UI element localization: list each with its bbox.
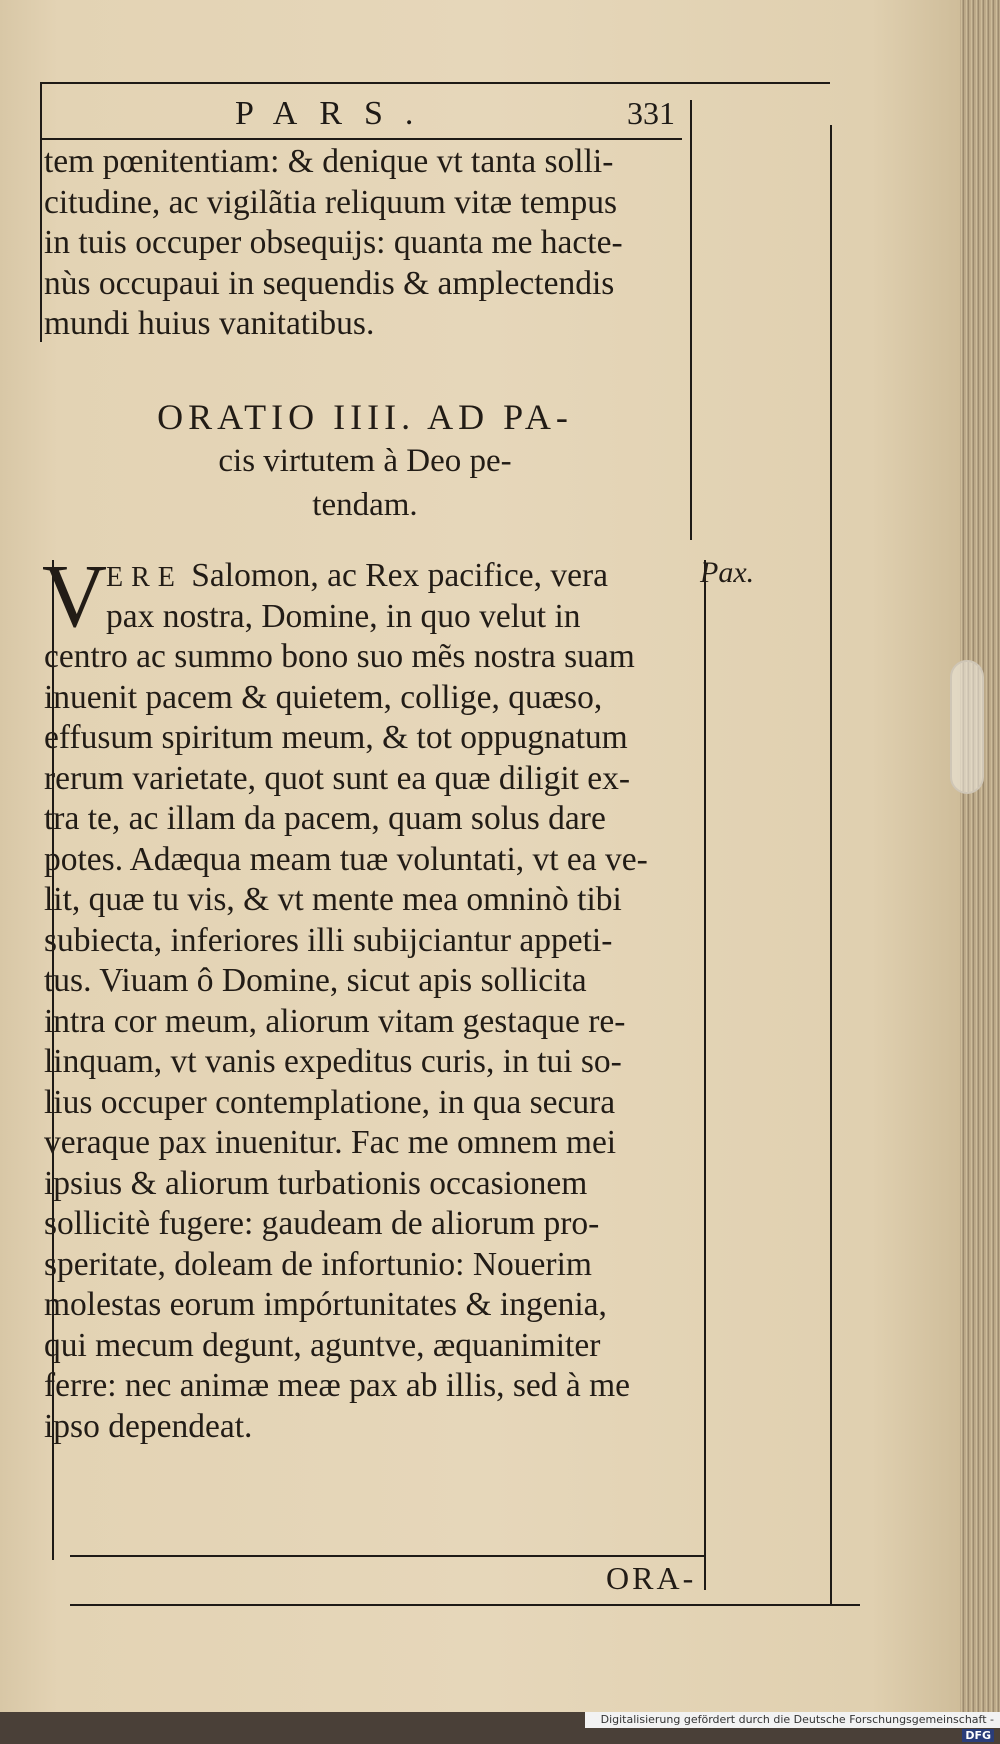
text-line: tra te, ac illam da pacem, quam solus dare <box>44 800 606 837</box>
section-heading <box>55 395 675 527</box>
bookmark-clip <box>950 660 984 794</box>
text-line: ipso dependeat. <box>44 1407 253 1445</box>
outer-right-rule <box>830 125 832 1605</box>
footer-text: Digitalisierung gefördert durch die Deutsche Forschungsgemeinschaft - <box>600 1713 994 1726</box>
text-line: tus. Viuam ô Domine, sicut apis sollicita <box>44 962 587 999</box>
text-line: qui mecum degunt, aguntve, æquanimiter <box>44 1326 601 1364</box>
margin-note: Pax. <box>700 556 755 589</box>
bottom-rule-1 <box>70 1555 705 1557</box>
text-line-first <box>44 556 704 597</box>
text-line: lit, quæ tu vis, & vt mente mea omninò tibi <box>44 881 622 918</box>
text-line: sollicitè fugere: gaudeam de aliorum pro- <box>44 1205 600 1242</box>
top-paragraph <box>44 142 684 345</box>
running-head <box>45 95 675 135</box>
catchword: ORA- <box>606 1560 697 1596</box>
text-line: intra cor meum, aliorum vitam gestaque re- <box>44 1002 626 1040</box>
head-rule <box>42 138 682 140</box>
heading-line-2: cis virtutem à Deo pe- <box>218 443 512 479</box>
text-line: linquam, vt vanis expeditus curis, in tui so- <box>44 1043 622 1080</box>
drop-initial: V <box>42 547 107 646</box>
text-line: speritate, doleam de infortunio: Nouerim <box>44 1245 592 1283</box>
text-line: inuenit pacem & quietem, collige, quæso, <box>44 678 603 716</box>
text-line: ferre: nec animæ meæ pax ab illis, sed à me <box>44 1367 631 1404</box>
text-line: pax nostra, Domine, in quo velut in <box>106 597 581 635</box>
text-line-rest: Salomon, ac Rex pacifice, vera <box>182 557 608 594</box>
first-word-caps: ERE <box>106 562 183 593</box>
text-line: nùs occupaui in sequendis & amplectendis <box>44 264 615 302</box>
page-number: 331 <box>627 95 675 131</box>
text-line: citudine, ac vigilãtia reliquum vitæ tempus <box>44 183 618 221</box>
text-line: ipsius & aliorum turbationis occasionem <box>44 1164 588 1202</box>
digitization-footer <box>585 1712 1000 1742</box>
text-line: veraque pax inuenitur. Fac me omnem mei <box>44 1124 617 1161</box>
text-line: lius occuper contemplatione, in qua secura <box>44 1083 616 1121</box>
page-edge-stack <box>960 0 1000 1712</box>
left-rule <box>40 82 42 342</box>
text-line: subiecta, inferiores illi subijciantur appeti- <box>44 921 613 959</box>
bottom-rule-2 <box>70 1604 860 1606</box>
text-line: potes. Adæqua meam tuæ voluntati, vt ea ve- <box>44 840 648 878</box>
text-line: rerum varietate, quot sunt ea quæ diligit ex- <box>44 759 631 797</box>
text-line: molestas eorum impórtunitates & ingenia, <box>44 1286 607 1323</box>
heading-line-3: tendam. <box>312 487 418 523</box>
text-line: tem pœnitentiam: & denique vt tanta solli- <box>44 143 614 180</box>
right-rule-lower <box>704 560 706 1590</box>
running-head-title: PARS. <box>235 95 436 132</box>
top-rule <box>40 82 830 84</box>
text-line: centro ac summo bono suo mẽs nostra suam <box>44 638 635 675</box>
dfg-logo: DFG <box>962 1729 994 1742</box>
text-line: effusum spiritum meum, & tot oppugnatum <box>44 719 628 756</box>
heading-line-1: ORATIO IIII. AD PA- <box>157 397 573 437</box>
prayer-text <box>42 547 704 1447</box>
text-line: mundi huius vanitatibus. <box>44 305 375 342</box>
text-line: in tuis occuper obsequijs: quanta me hacte- <box>44 224 623 261</box>
right-rule <box>690 100 692 540</box>
